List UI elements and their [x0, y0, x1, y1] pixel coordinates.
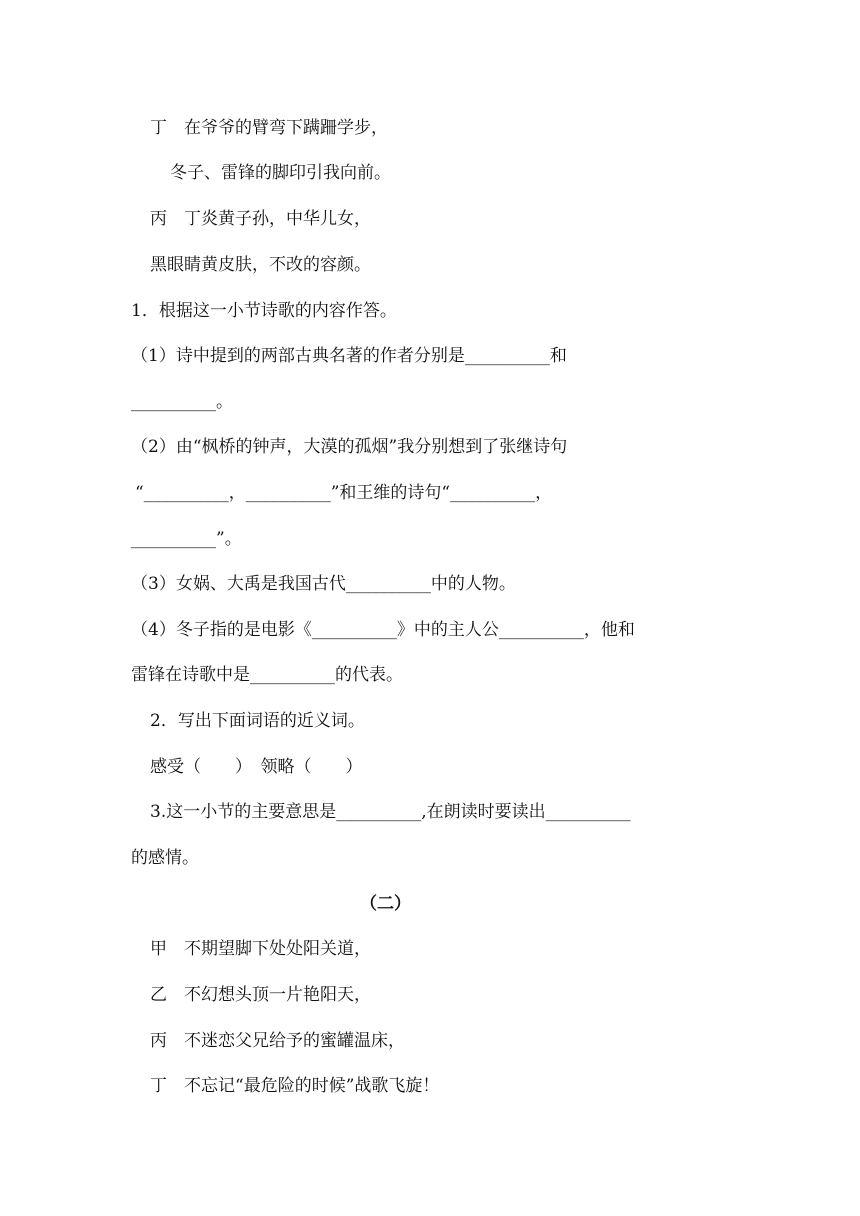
section-2-heading: （二） — [360, 894, 411, 914]
question-1-2-line-a: （2）由“枫桥的钟声，大漠的孤烟”我分别想到了张继诗句 — [131, 437, 568, 457]
question-1-2-line-b: “__________，__________”和王维的诗句“__________， — [135, 483, 553, 503]
question-1-title: 1．根据这一小节诗歌的内容作答。 — [131, 301, 397, 321]
question-1-4-line-b: 雷锋在诗歌中是__________的代表。 — [131, 665, 403, 685]
poem-line-1: 丁 在爷爷的臂弯下蹒跚学步， — [150, 118, 388, 138]
question-3-line-b: 的感情。 — [131, 848, 199, 868]
poem-line-3: 丙 丁炎黄子孙，中华儿女， — [150, 209, 371, 229]
section-2-line-1: 甲 不期望脚下处处阳关道， — [150, 939, 371, 959]
question-1-4-line-a: （4）冬子指的是电影《__________》中的主人公__________，他和 — [131, 620, 635, 640]
question-1-3: （3）女娲、大禹是我国古代__________中的人物。 — [131, 574, 516, 594]
section-2-line-2: 乙 不幻想头顶一片艳阳天， — [150, 985, 371, 1005]
question-1-2-line-c: __________”。 — [131, 529, 242, 549]
question-3-line-a: 3.这一小节的主要意思是__________,在朗读时要读出__________ — [150, 802, 631, 822]
poem-line-2: 冬子、雷锋的脚印引我向前。 — [170, 163, 391, 183]
question-1-1-line-b: __________。 — [131, 392, 233, 412]
section-2-line-3: 丙 不迷恋父兄给予的蜜罐温床， — [150, 1031, 405, 1051]
poem-line-4: 黑眼睛黄皮肤，不改的容颜。 — [150, 255, 371, 275]
question-2-title: 2．写出下面词语的近义词。 — [150, 711, 365, 731]
question-1-1-line-a: （1）诗中提到的两部古典名著的作者分别是__________和 — [131, 346, 567, 366]
question-2-words: 感受（ ） 领略（ ） — [150, 757, 363, 777]
section-2-line-4: 丁 不忘记“最危险的时候”战歌飞旋！ — [150, 1076, 440, 1096]
